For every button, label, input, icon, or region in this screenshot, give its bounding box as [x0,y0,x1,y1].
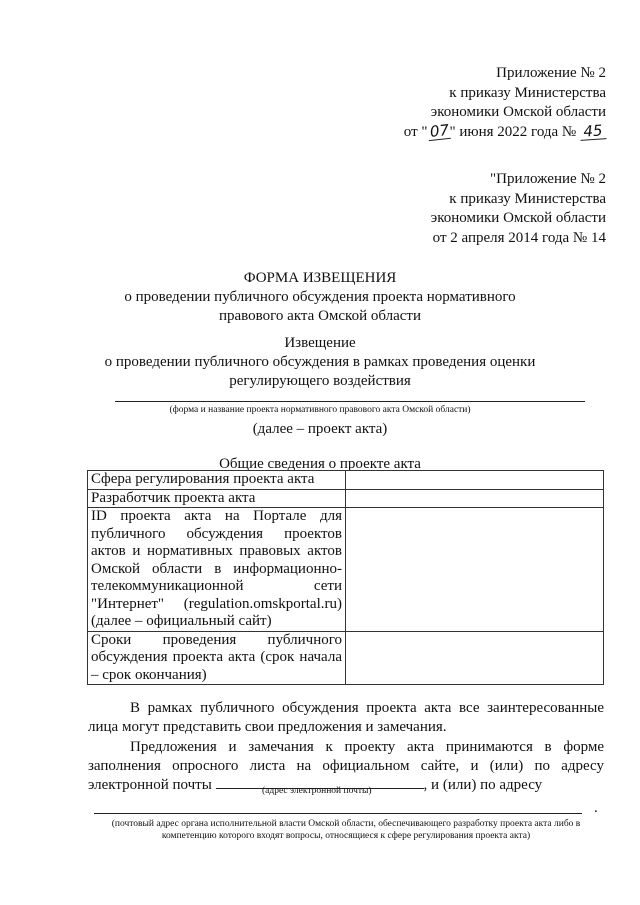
address-blank-line [94,813,582,814]
date-middle: " июня 2022 года № [449,123,577,140]
table-cell-value [346,631,604,685]
email-caption: (адрес электронной почты) [262,786,372,796]
form-title-line: правового акта Омской области [219,308,421,324]
table-cell-value [346,489,604,508]
table-row [88,508,604,632]
table-row [88,631,604,685]
appendix-header-original [431,170,606,248]
notice-heading: Извещение [284,335,356,351]
paragraph-public-discussion: В рамках публичного обсуждения проекта акта все заинтересованные лица могут представить свои предложения и замечания. [88,700,604,735]
form-title [0,269,640,326]
act-name-blank-line [115,401,585,402]
appendix-line: "Приложение № 2 [490,171,606,187]
table-cell-value [346,471,604,490]
appendix-header-current [404,64,606,142]
act-alias: (далее – проект акта) [252,421,388,437]
appendix-line: Приложение № 2 [496,65,606,81]
notice-title [0,334,640,391]
paragraph-proposals-end: , и (или) по адресу [423,777,543,793]
handwritten-day: 07 [428,120,450,141]
paragraph-proposals-text: Предложения и замечания к проекту акта принимаются в форме заполнения опросного листа на официальном сайте, и (или) по адресу электронной почты [88,739,604,793]
table-cell-value [346,508,604,632]
form-title-line: о проведении публичного обсуждения проекта нормативного [124,289,516,305]
table-cell-label: Сфера регулирования проекта акта [88,471,346,490]
table-title: Общие сведения о проекте акта [219,456,421,472]
appendix-line: экономики Омской области [430,210,606,226]
table-row [88,489,604,508]
appendix-line: экономики Омской области [430,104,606,120]
table-row [88,471,604,490]
act-name-caption: (форма и название проекта нормативного правового акта Омской области) [169,405,471,415]
notice-title-line: о проведении публичного обсуждения в рамках проведения оценки [104,354,536,370]
table-cell-label: Разработчик проекта акта [88,489,346,508]
notice-title-line: регулирующего воздействия [229,373,411,389]
table-cell-label: ID проекта акта на Портале для публичного обсуждения проектов актов и нормативных правовых актов Омской области в информационно-телекоммуникационной сети "Интернет" (regulation.omskportal.ru) (далее – официальный сайт) [88,508,346,632]
handwritten-order-number: 45 [579,122,606,141]
address-caption: (почтовый адрес органа исполнительной власти Омской области, обеспечивающего разработку проекта акта либо в компетенцию которого входят вопросы, относящиеся к сфере регулирования проекта акта) [111,819,581,841]
appendix-date-line [403,120,606,143]
address-end-mark: . [594,800,598,816]
appendix-line: от 2 апреля 2014 года № 14 [432,229,606,246]
act-info-table [87,470,604,685]
appendix-line: к приказу Министерства [449,190,606,207]
table-cell-label: Сроки проведения публичного обсуждения проекта акта (срок начала – срок окончания) [88,631,346,685]
appendix-line: к приказу Министерства [449,84,606,101]
form-title-heading: ФОРМА ИЗВЕЩЕНИЯ [243,270,397,286]
date-prefix: от " [403,123,428,140]
